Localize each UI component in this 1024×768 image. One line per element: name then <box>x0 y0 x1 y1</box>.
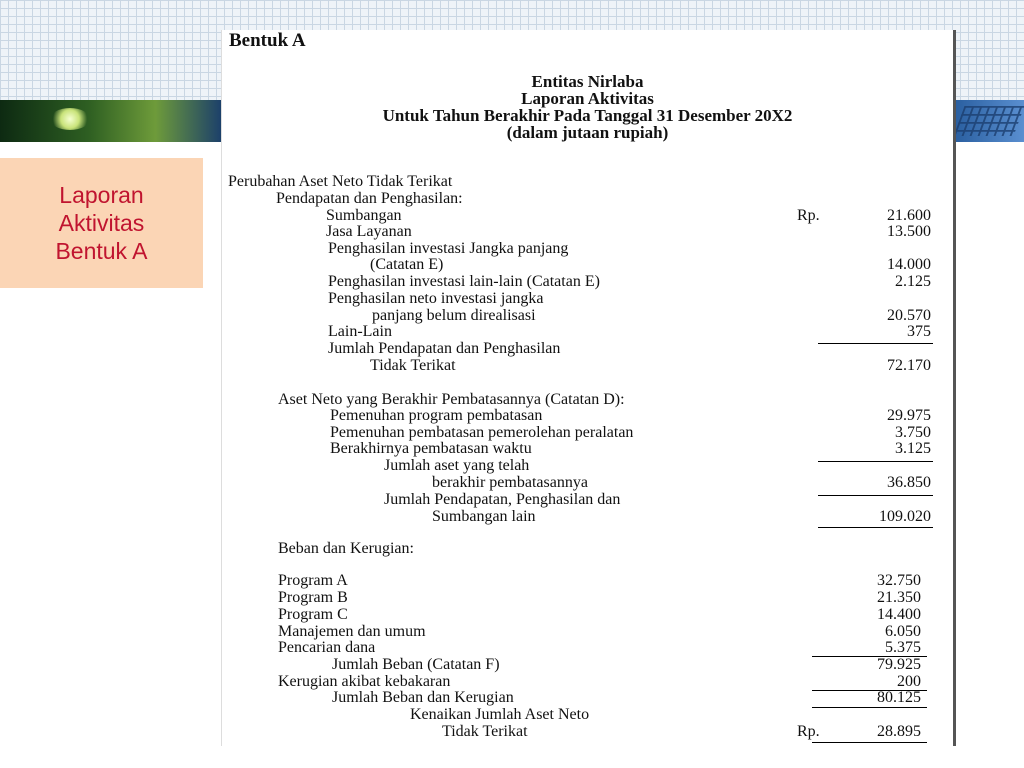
report-line <box>222 540 953 557</box>
report-line <box>222 723 953 740</box>
line-label: Pemenuhan program pembatasan <box>330 407 543 424</box>
line-value: 14.400 <box>877 606 921 623</box>
report-line <box>222 491 953 508</box>
form-label: Bentuk A <box>229 30 306 51</box>
report-period: Untuk Tahun Berakhir Pada Tanggal 31 Desember 20X2 <box>382 106 793 125</box>
slide-title-line: Laporan <box>59 182 144 208</box>
report-line <box>222 474 953 491</box>
report-line <box>222 508 953 525</box>
line-label: Berakhirnya pembatasan waktu <box>330 440 532 457</box>
line-value: 13.500 <box>887 223 931 240</box>
line-label: Jumlah Pendapatan dan Penghasilan <box>328 340 561 357</box>
line-label: berakhir pembatasannya <box>432 474 588 491</box>
line-value: 79.925 <box>877 656 921 673</box>
line-label: Jumlah Beban (Catatan F) <box>332 656 500 673</box>
activity-report-document <box>222 30 956 746</box>
line-value: 2.125 <box>895 273 931 290</box>
report-line <box>222 589 953 606</box>
report-line <box>222 391 953 408</box>
line-value: 6.050 <box>885 623 921 640</box>
currency-label: Rp. <box>797 723 820 740</box>
line-label: Pendapatan dan Penghasilan: <box>276 190 463 207</box>
slide-title-line: Aktivitas <box>58 210 145 236</box>
report-line <box>222 407 953 424</box>
report-line <box>222 273 953 290</box>
line-value: 21.350 <box>877 589 921 606</box>
total-rule <box>818 527 933 528</box>
report-line <box>222 440 953 457</box>
report-line <box>222 673 953 690</box>
line-label: Jumlah Pendapatan, Penghasilan dan <box>384 491 621 508</box>
slide-title-line: Bentuk A <box>55 238 148 264</box>
report-line <box>222 606 953 623</box>
line-label: Pencarian dana <box>278 639 376 656</box>
line-value: 32.750 <box>877 572 921 589</box>
report-line <box>222 307 953 324</box>
banner-image-right <box>955 100 1024 142</box>
line-value: 21.600 <box>887 207 931 224</box>
line-label: Jumlah Beban dan Kerugian <box>332 689 514 706</box>
report-line <box>222 290 953 307</box>
line-label: Manajemen dan umum <box>278 623 426 640</box>
line-label: Penghasilan investasi Jangka panjang <box>328 240 569 257</box>
line-value: 28.895 <box>877 723 921 740</box>
line-value: 3.750 <box>895 424 931 441</box>
report-line <box>222 706 953 723</box>
line-label: Program A <box>278 572 348 589</box>
report-line <box>222 256 953 273</box>
banner-image-left <box>0 100 222 142</box>
line-value: 36.850 <box>887 474 931 491</box>
line-label: Program C <box>278 606 348 623</box>
report-entity-name: Entitas Nirlaba <box>531 72 644 91</box>
line-label: Beban dan Kerugian: <box>278 540 414 557</box>
line-value: 200 <box>897 673 921 690</box>
line-value: 5.375 <box>885 639 921 656</box>
report-line <box>222 639 953 656</box>
line-value: 375 <box>907 323 931 340</box>
report-line <box>222 457 953 474</box>
report-line <box>222 190 953 207</box>
slide-title-box <box>0 158 203 288</box>
report-line <box>222 424 953 441</box>
report-line <box>222 323 953 340</box>
line-label: Sumbangan <box>326 207 402 224</box>
line-label: panjang belum direalisasi <box>372 307 536 324</box>
line-value: 14.000 <box>887 256 931 273</box>
line-value: 80.125 <box>877 689 921 706</box>
report-line <box>222 240 953 257</box>
report-line <box>222 656 953 673</box>
line-value: 109.020 <box>879 508 931 525</box>
line-label: Jumlah aset yang telah <box>384 457 530 474</box>
report-line <box>222 357 953 374</box>
total-rule <box>812 742 927 743</box>
line-value: 3.125 <box>895 440 931 457</box>
line-label: Perubahan Aset Neto Tidak Terikat <box>228 173 453 190</box>
report-title: Laporan Aktivitas <box>521 89 654 108</box>
line-label: (Catatan E) <box>370 256 444 273</box>
line-label: Kerugian akibat kebakaran <box>278 673 451 690</box>
line-label: Pemenuhan pembatasan pemerolehan peralatan <box>330 424 634 441</box>
light-glow-graphic <box>50 108 90 130</box>
report-line <box>222 223 953 240</box>
line-label: Kenaikan Jumlah Aset Neto <box>410 706 590 723</box>
report-line <box>222 623 953 640</box>
line-value: 20.570 <box>887 307 931 324</box>
line-label: Lain-Lain <box>328 323 392 340</box>
report-line <box>222 572 953 589</box>
report-line <box>222 689 953 706</box>
line-label: Penghasilan neto investasi jangka <box>328 290 544 307</box>
line-label: Program B <box>278 589 348 606</box>
line-label: Tidak Terikat <box>370 357 456 374</box>
line-value: 29.975 <box>887 407 931 424</box>
keyboard-graphic <box>954 106 1024 136</box>
report-line <box>222 207 953 224</box>
line-label: Penghasilan investasi lain-lain (Catatan E) <box>328 273 600 290</box>
report-unit: (dalam jutaan rupiah) <box>506 123 669 142</box>
report-line <box>222 173 953 190</box>
subtotal-rule <box>812 707 927 708</box>
line-label: Jasa Layanan <box>326 223 412 240</box>
report-line <box>222 340 953 357</box>
line-label: Tidak Terikat <box>442 723 528 740</box>
line-value: 72.170 <box>887 357 931 374</box>
currency-label: Rp. <box>797 207 820 224</box>
line-label: Aset Neto yang Berakhir Pembatasannya (Catatan D): <box>278 391 625 408</box>
line-label: Sumbangan lain <box>432 508 536 525</box>
